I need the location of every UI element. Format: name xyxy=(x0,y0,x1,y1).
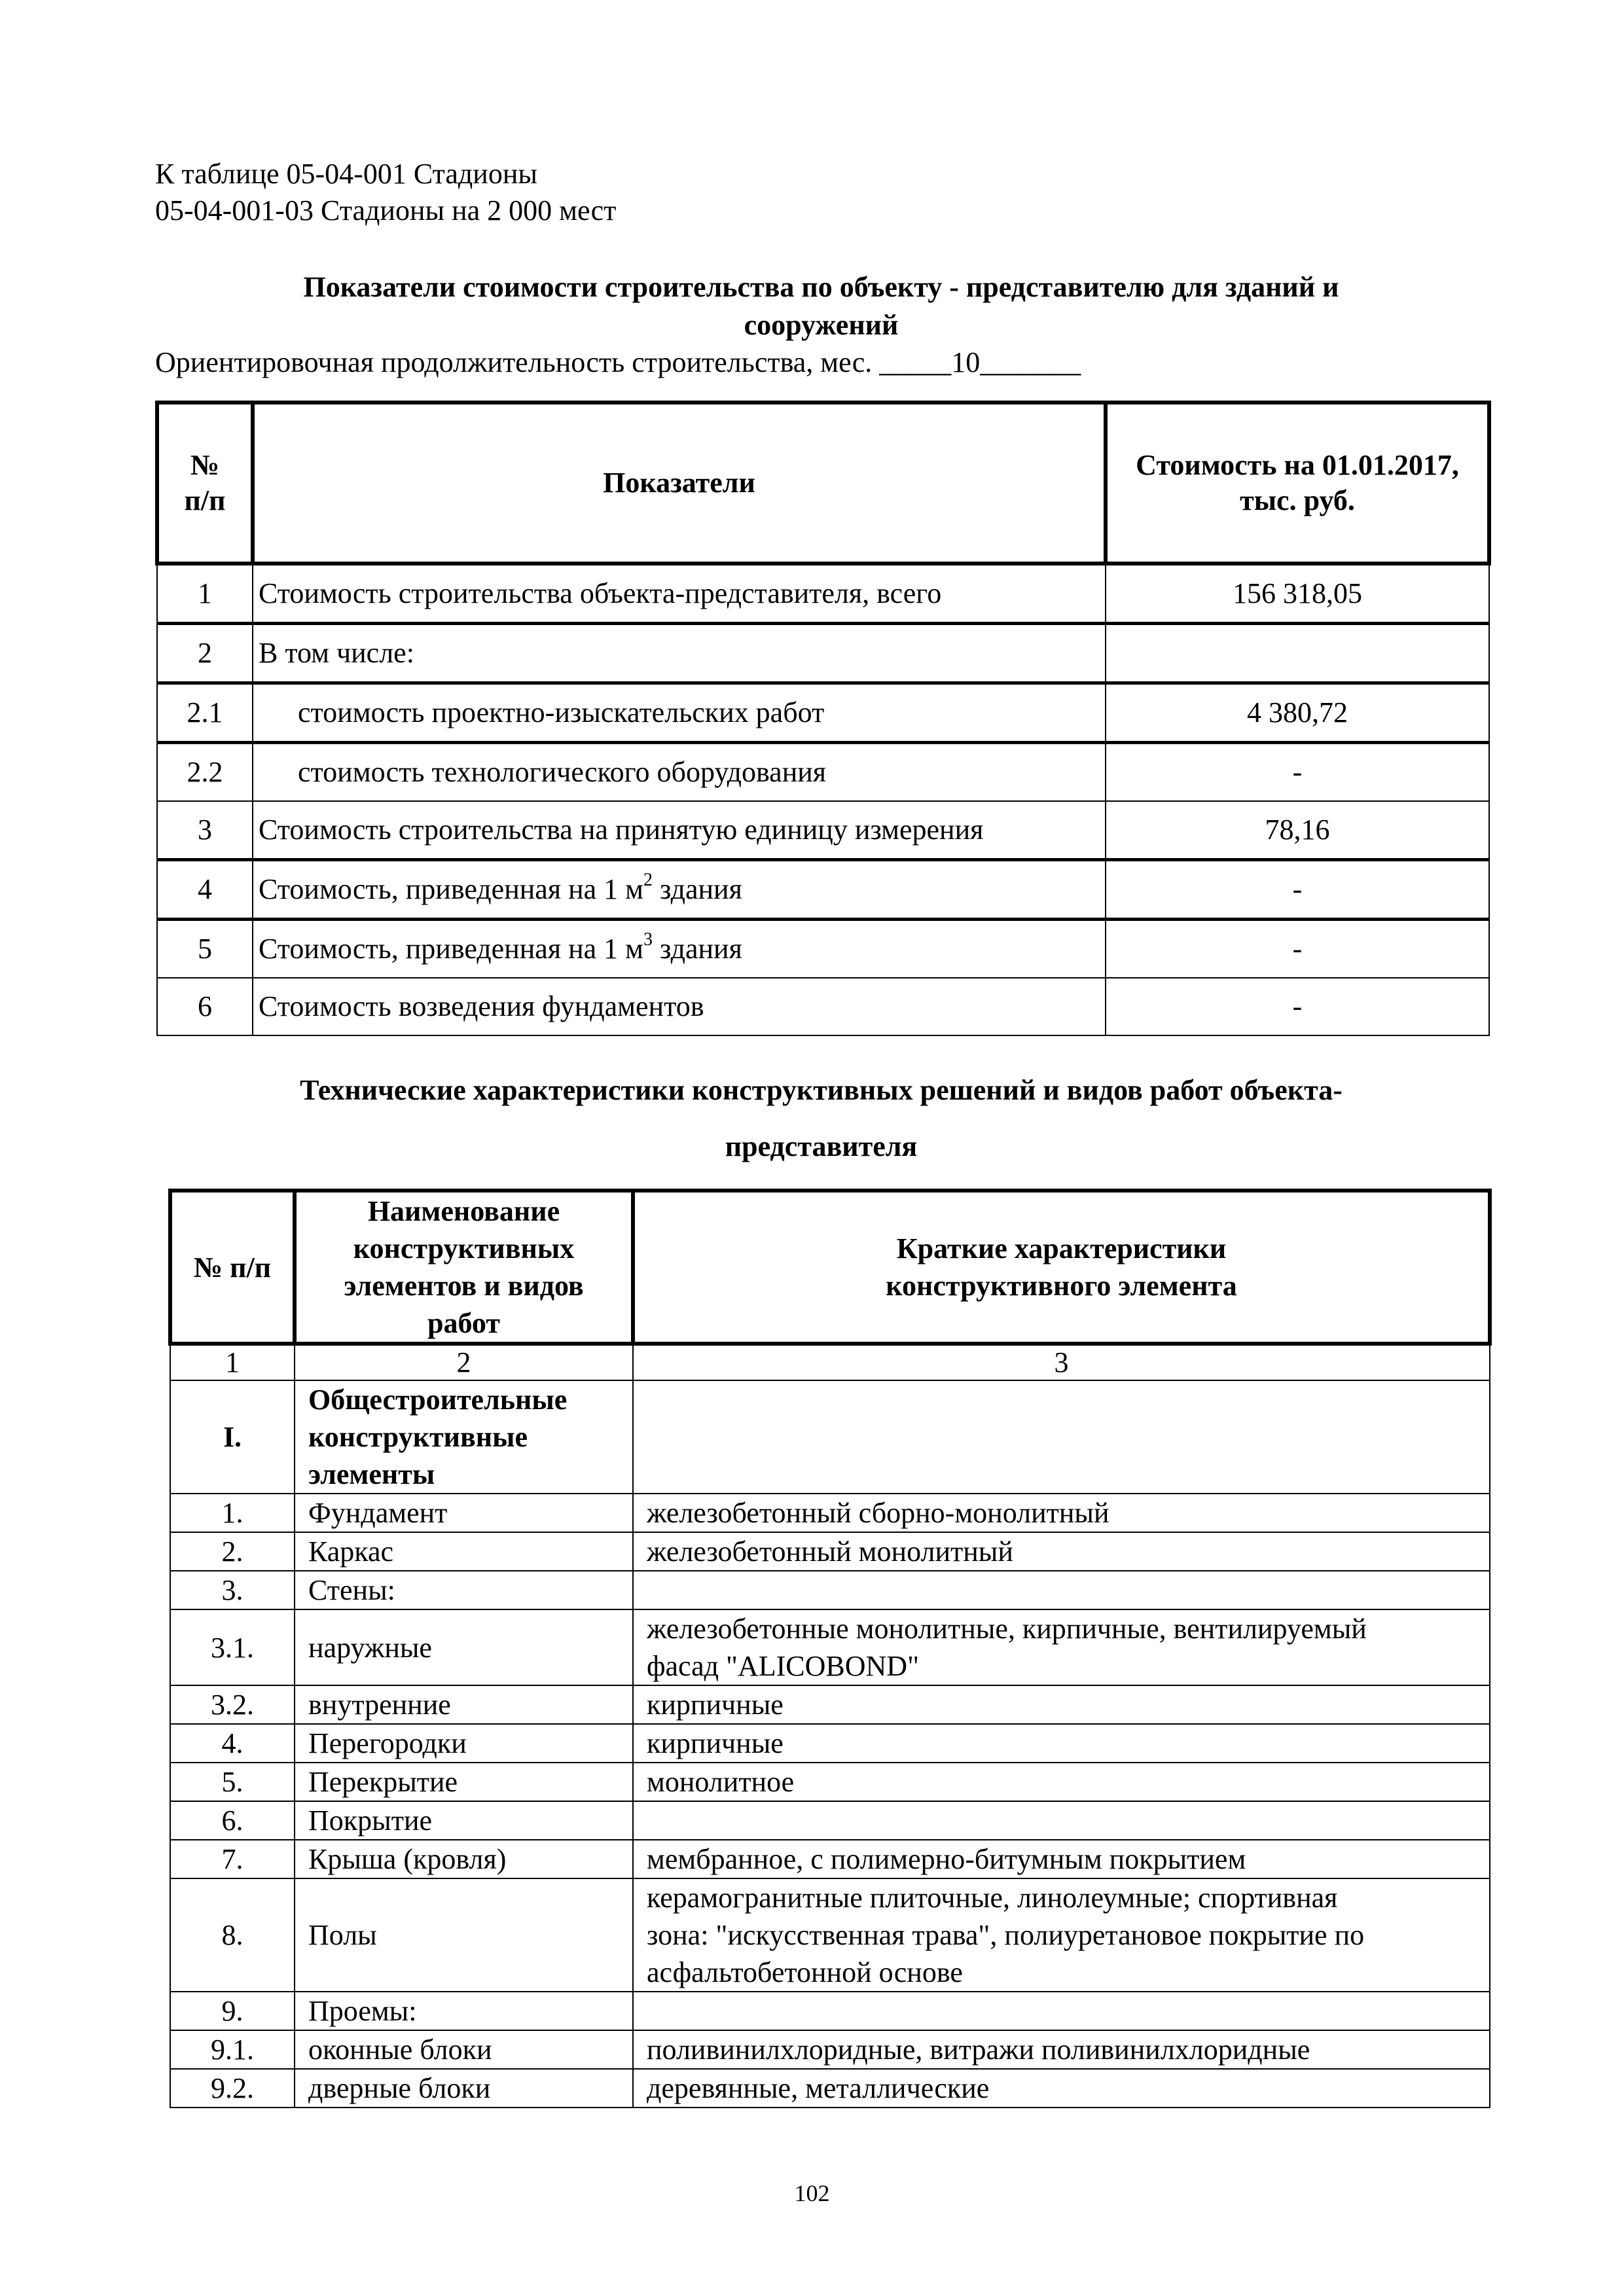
table-row xyxy=(157,564,1489,624)
table2-col-name-line4: работ xyxy=(427,1307,500,1339)
row-name: Фундамент xyxy=(295,1494,633,1532)
row-desc xyxy=(633,1380,1490,1494)
row-name-line2: конструктивные xyxy=(308,1421,528,1453)
row-num: 3. xyxy=(170,1571,295,1609)
row-name: Стоимость строительства на принятую единицу измерения xyxy=(253,801,1106,860)
row-num: 2. xyxy=(170,1532,295,1571)
row-desc xyxy=(633,1609,1490,1685)
row-desc: железобетонный сборно-монолитный xyxy=(633,1494,1490,1532)
table2-col-desc-line1: Краткие характеристики xyxy=(896,1232,1227,1265)
table-row xyxy=(157,978,1489,1035)
header-object-ref: 05-04-001-03 Стадионы на 2 000 мест xyxy=(155,194,617,226)
row-name: В том числе: xyxy=(253,624,1106,683)
construction-duration: Ориентировочная продолжительность строительства, мес. _____10_______ xyxy=(155,346,1081,378)
table1-col-cost-line2: тыс. руб. xyxy=(1240,484,1355,516)
table2-col-name-line1: Наименование xyxy=(367,1195,560,1227)
table-row xyxy=(170,1685,1490,1724)
section2-title-line1: Технические характеристики конструктивных решений и видов работ объекта- xyxy=(300,1074,1343,1106)
table-row xyxy=(157,920,1489,978)
row-desc xyxy=(633,1878,1490,1992)
row-cost: - xyxy=(1106,860,1489,920)
row-cost: 156 318,05 xyxy=(1106,564,1489,624)
row-name: Крыша (кровля) xyxy=(295,1840,633,1878)
row-cost xyxy=(1106,624,1489,683)
table1-col-cost xyxy=(1106,403,1489,564)
row-name-text-end: здания xyxy=(652,933,742,965)
table-row xyxy=(170,1609,1490,1685)
row-num: 3.2. xyxy=(170,1685,295,1724)
row-name-text: Стоимость, приведенная на 1 м xyxy=(259,873,643,905)
row-desc: железобетонный монолитный xyxy=(633,1532,1490,1571)
table1-col-name: Показатели xyxy=(253,403,1106,564)
row-desc: монолитное xyxy=(633,1763,1490,1801)
table2-col-name-line2: конструктивных xyxy=(353,1232,575,1265)
table-row xyxy=(170,1878,1490,1992)
column-index: 3 xyxy=(633,1344,1490,1380)
row-num: 2 xyxy=(157,624,253,683)
table1-col-num-line1: № xyxy=(190,449,220,481)
row-num: I. xyxy=(170,1380,295,1494)
table2-col-desc-line2: конструктивного элемента xyxy=(886,1270,1237,1302)
row-name: дверные блоки xyxy=(295,2069,633,2108)
column-index: 2 xyxy=(295,1344,633,1380)
table-row xyxy=(170,2030,1490,2069)
row-cost: - xyxy=(1106,920,1489,978)
table1-col-num xyxy=(157,403,253,564)
row-name xyxy=(253,860,1106,920)
table2-col-num: № п/п xyxy=(170,1191,295,1344)
column-index-row xyxy=(170,1344,1490,1380)
section1-title-line1: Показатели стоимости строительства по объекту - представителю для зданий и xyxy=(303,271,1339,303)
cost-indicators-table xyxy=(155,401,1491,1036)
row-cost: 4 380,72 xyxy=(1106,683,1489,743)
row-desc: деревянные, металлические xyxy=(633,2069,1490,2108)
row-name-text: Стоимость, приведенная на 1 м xyxy=(259,933,643,965)
table-row xyxy=(170,1494,1490,1532)
row-name: оконные блоки xyxy=(295,2030,633,2069)
row-name: Проемы: xyxy=(295,1992,633,2030)
table2-col-desc xyxy=(633,1191,1490,1344)
superscript: 2 xyxy=(643,870,653,891)
row-name: Покрытие xyxy=(295,1801,633,1840)
row-num: 5. xyxy=(170,1763,295,1801)
row-num: 3 xyxy=(157,801,253,860)
row-name xyxy=(295,1380,633,1494)
row-name: Стоимость возведения фундаментов xyxy=(253,978,1106,1035)
header-table-ref: К таблице 05-04-001 Стадионы xyxy=(155,158,537,190)
row-desc-line1: керамогранитные плиточные, линолеумные; спортивная xyxy=(647,1882,1338,1914)
row-num: 4 xyxy=(157,860,253,920)
row-desc: мембранное, с полимерно-битумным покрытием xyxy=(633,1840,1490,1878)
row-name-line3: элементы xyxy=(308,1458,435,1490)
row-cost: - xyxy=(1106,743,1489,802)
row-desc: кирпичные xyxy=(633,1685,1490,1724)
row-name: Перегородки xyxy=(295,1724,633,1763)
table2-header-row xyxy=(170,1191,1490,1344)
row-num: 1. xyxy=(170,1494,295,1532)
row-desc-line1: железобетонные монолитные, кирпичные, вентилируемый xyxy=(647,1613,1367,1645)
section1-title xyxy=(155,268,1487,344)
row-num: 5 xyxy=(157,920,253,978)
row-desc-line3: асфальтобетонной основе xyxy=(647,1956,963,1988)
row-cost: 78,16 xyxy=(1106,801,1489,860)
row-num: 9. xyxy=(170,1992,295,2030)
row-name: Стены: xyxy=(295,1571,633,1609)
row-cost: - xyxy=(1106,978,1489,1035)
table2-col-name xyxy=(295,1191,633,1344)
column-index: 1 xyxy=(170,1344,295,1380)
table1-header-row xyxy=(157,403,1489,564)
row-name: стоимость проектно-изыскательских работ xyxy=(253,683,1106,743)
table1-col-num-line2: п/п xyxy=(184,484,226,516)
row-name: наружные xyxy=(295,1609,633,1685)
table-row xyxy=(170,2069,1490,2108)
table-row xyxy=(170,1532,1490,1571)
row-num: 2.2 xyxy=(157,743,253,802)
row-num: 7. xyxy=(170,1840,295,1878)
row-num: 1 xyxy=(157,564,253,624)
row-name-text-end: здания xyxy=(652,873,742,905)
table-row xyxy=(157,743,1489,802)
table-row xyxy=(170,1840,1490,1878)
row-desc-line2: фасад "ALICOBOND" xyxy=(647,1650,920,1682)
row-num: 9.2. xyxy=(170,2069,295,2108)
table2-col-name-line3: элементов и видов xyxy=(344,1270,584,1302)
page-number: 102 xyxy=(794,2180,830,2206)
row-name: Полы xyxy=(295,1878,633,1992)
row-name-line1: Общестроительные xyxy=(308,1384,568,1416)
row-desc: поливинилхлоридные, витражи поливинилхлоридные xyxy=(633,2030,1490,2069)
row-num: 9.1. xyxy=(170,2030,295,2069)
row-name: Перекрытие xyxy=(295,1763,633,1801)
row-desc xyxy=(633,1801,1490,1840)
table-row xyxy=(170,1801,1490,1840)
table-row xyxy=(170,1724,1490,1763)
table-row xyxy=(157,624,1489,683)
row-num: 8. xyxy=(170,1878,295,1992)
row-num: 6 xyxy=(157,978,253,1035)
technical-characteristics-table xyxy=(168,1189,1492,2108)
table-row xyxy=(157,683,1489,743)
row-desc xyxy=(633,1571,1490,1609)
table-row xyxy=(170,1763,1490,1801)
section2-title-line2: представителя xyxy=(725,1130,918,1162)
row-num: 2.1 xyxy=(157,683,253,743)
superscript: 3 xyxy=(643,929,653,950)
section1-title-line2: сооружений xyxy=(744,309,899,341)
table-row xyxy=(170,1571,1490,1609)
row-name: стоимость технологического оборудования xyxy=(253,743,1106,802)
row-name xyxy=(253,920,1106,978)
table1-col-cost-line1: Стоимость на 01.01.2017, xyxy=(1136,449,1459,481)
row-desc-line2: зона: "искусственная трава", полиуретановое покрытие по xyxy=(647,1919,1365,1951)
row-num: 4. xyxy=(170,1724,295,1763)
table-row xyxy=(157,801,1489,860)
row-desc: кирпичные xyxy=(633,1724,1490,1763)
row-name: Стоимость строительства объекта-представителя, всего xyxy=(253,564,1106,624)
row-name: внутренние xyxy=(295,1685,633,1724)
row-desc xyxy=(633,1992,1490,2030)
table-row xyxy=(170,1992,1490,2030)
row-name: Каркас xyxy=(295,1532,633,1571)
section-row xyxy=(170,1380,1490,1494)
row-num: 3.1. xyxy=(170,1609,295,1685)
table-row xyxy=(157,860,1489,920)
row-num: 6. xyxy=(170,1801,295,1840)
